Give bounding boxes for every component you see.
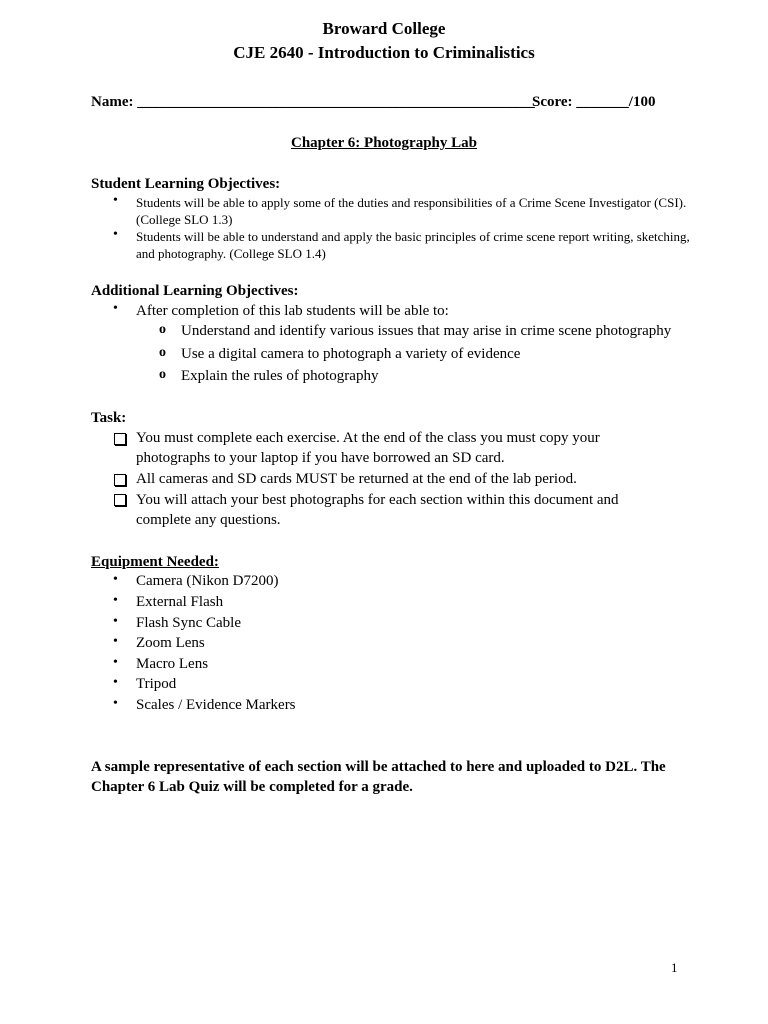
additional-objective-3: Explain the rules of photography (181, 368, 379, 384)
score-field-label: Score: _______/100 (532, 94, 656, 110)
checkbox-icon (114, 433, 126, 445)
circle-bullet-icon: o (159, 367, 166, 382)
task-item-3 (136, 490, 619, 530)
equipment-item: External Flash (136, 594, 224, 610)
closing-statement-line1: A sample representative of each section will be attached to here and uploaded to D2L. The (91, 759, 666, 775)
equipment-item: Tripod (136, 676, 177, 692)
institution-title: Broward College (322, 19, 446, 38)
equipment-item: Camera (Nikon D7200) (136, 573, 279, 589)
additional-objectives-intro: After completion of this lab students will be able to: (136, 303, 449, 319)
task-item-3-line2: complete any questions. (136, 512, 281, 528)
closing-statement-line2: Chapter 6 Lab Quiz will be completed for a grade. (91, 779, 413, 795)
bullet-icon: • (113, 675, 118, 690)
circle-bullet-icon: o (159, 345, 166, 360)
equipment-item: Zoom Lens (136, 635, 205, 651)
additional-objective-1: Understand and identify various issues that may arise in crime scene photography (181, 323, 672, 339)
bullet-icon: • (113, 572, 118, 587)
closing-statement (91, 757, 731, 797)
circle-bullet-icon: o (159, 322, 166, 337)
student-objective-1-line1: Students will be able to apply some of the duties and responsibilities of a Crime Scene Investigator (CSI). (136, 195, 687, 210)
equipment-item: Macro Lens (136, 656, 209, 672)
student-objective-2-line1: Students will be able to understand and apply the basic principles of crime scene report writing, sketching, (136, 229, 690, 244)
additional-objective-2: Use a digital camera to photograph a variety of evidence (181, 346, 521, 362)
task-item-3-line1: You will attach your best photographs for each section within this document and (136, 492, 619, 508)
bullet-icon: • (113, 193, 118, 208)
additional-objectives-heading: Additional Learning Objectives: (91, 283, 299, 299)
bullet-icon: • (113, 301, 118, 316)
student-objectives-heading: Student Learning Objectives: (91, 176, 281, 192)
task-item-2: All cameras and SD cards MUST be returned at the end of the lab period. (136, 471, 577, 487)
bullet-icon: • (113, 696, 118, 711)
student-objective-1-line2: (College SLO 1.3) (136, 212, 233, 227)
task-item-1 (136, 428, 600, 468)
student-objective-1 (136, 194, 746, 228)
equipment-item: Scales / Evidence Markers (136, 697, 296, 713)
task-heading: Task: (91, 410, 127, 426)
task-item-1-line2: photographs to your laptop if you have borrowed an SD card. (136, 450, 505, 466)
equipment-item: Flash Sync Cable (136, 615, 241, 631)
bullet-icon: • (113, 634, 118, 649)
student-objective-2 (136, 228, 746, 262)
chapter-title: Chapter 6: Photography Lab (291, 135, 477, 151)
course-title: CJE 2640 - Introduction to Criminalistics (233, 43, 535, 62)
checkbox-icon (114, 474, 126, 486)
bullet-icon: • (113, 614, 118, 629)
bullet-icon: • (113, 593, 118, 608)
equipment-heading: Equipment Needed: (91, 554, 219, 570)
name-field-label: Name: _____________________________________________________ (91, 94, 535, 110)
bullet-icon: • (113, 227, 118, 242)
checkbox-icon (114, 494, 126, 506)
student-objective-2-line2: and photography. (College SLO 1.4) (136, 246, 326, 261)
bullet-icon: • (113, 655, 118, 670)
page-number: 1 (671, 960, 678, 975)
task-item-1-line1: You must complete each exercise. At the end of the class you must copy your (136, 430, 600, 446)
